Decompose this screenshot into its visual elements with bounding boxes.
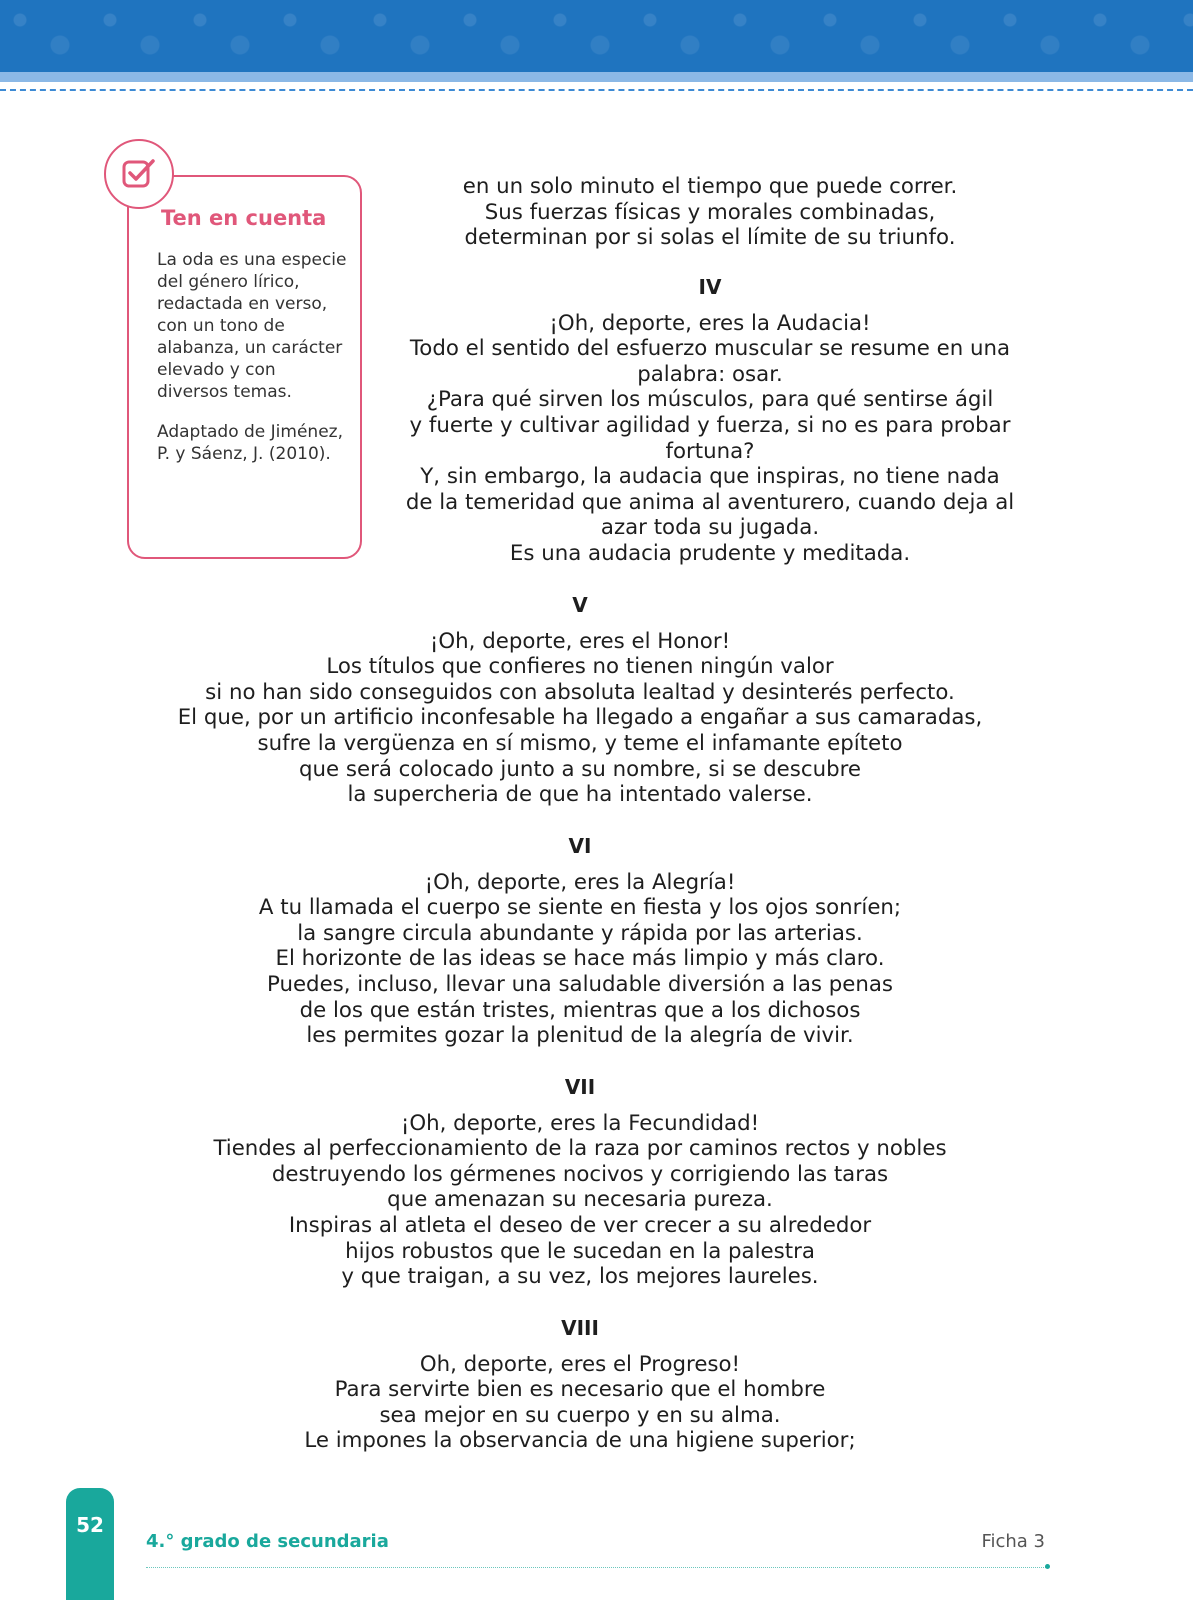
poem-line: ¡Oh, deporte, eres la Alegría!	[424, 869, 736, 895]
ficha-label: Ficha 3	[981, 1531, 1045, 1552]
poem-intro	[395, 174, 1025, 251]
poem-line: determinan por si solas el límite de su triunfo.	[464, 225, 956, 251]
poem-line: y fuerte y cultivar agilidad y fuerza, si no es para probar	[409, 412, 1011, 438]
poem-line: fortuna?	[665, 438, 755, 464]
poem-line: de la temeridad que anima al aventurero, cuando deja al	[405, 489, 1015, 515]
poem-line: sufre la vergüenza en sí mismo, y teme el infamante epíteto	[257, 730, 903, 756]
poem-line: ¿Para qué sirven los músculos, para qué sentirse ágil	[426, 387, 994, 413]
poem-line: Sus fuerzas físicas y morales combinadas,	[484, 199, 936, 225]
poem-line: destruyendo los gérmenes nocivos y corrigiendo las taras	[271, 1161, 889, 1187]
stanza-vii	[140, 1075, 1020, 1290]
stanza-iv	[395, 275, 1025, 567]
stanza-number: VI	[568, 834, 592, 858]
tip-source: Adaptado de Jiménez, P. y Sáenz, J. (2010).	[157, 422, 343, 464]
poem-line: la sangre circula abundante y rápida por las arterias.	[297, 920, 863, 946]
tip-icon-circle	[104, 139, 174, 209]
poem-line: ¡Oh, deporte, eres la Fecundidad!	[400, 1110, 760, 1136]
header-dashed-divider	[0, 89, 1193, 91]
poem-line: si no han sido conseguidos con absoluta lealtad y desinterés perfecto.	[205, 679, 955, 705]
poem-line: en un solo minuto el tiempo que puede correr.	[462, 174, 958, 199]
tip-definition: La oda es una especie del género lírico, redactada en verso, con un tono de alabanza, un carácter elevado y con diversos temas.	[157, 250, 347, 402]
footer-dot	[1045, 1564, 1050, 1569]
stanza-number: V	[572, 593, 588, 617]
poem-line: azar toda su jugada.	[600, 515, 820, 541]
stanza-v	[140, 593, 1020, 808]
page-number: 52	[76, 1513, 104, 1537]
stanza-number: IV	[698, 275, 722, 299]
poem-line: Inspiras al atleta el deseo de ver crecer a su alrededor	[288, 1212, 872, 1238]
poem-line: ¡Oh, deporte, eres el Honor!	[429, 628, 731, 654]
poem-line: A tu llamada el cuerpo se siente en fiesta y los ojos sonríen;	[258, 895, 902, 921]
header-banner-strip	[0, 72, 1193, 82]
grade-label: 4.° grado de secundaria	[146, 1531, 389, 1552]
poem-line: la supercheria de que ha intentado valerse.	[347, 782, 813, 808]
poem-line: ¡Oh, deporte, eres la Audacia!	[549, 310, 871, 336]
poem-line: Todo el sentido del esfuerzo muscular se resume en una	[409, 336, 1011, 362]
poem-line: Es una audacia prudente y meditada.	[509, 540, 911, 566]
poem-line: El horizonte de las ideas se hace más limpio y más claro.	[275, 946, 885, 972]
stanza-number: VIII	[561, 1316, 599, 1340]
poem-line: El que, por un artificio inconfesable ha llegado a engañar a sus camaradas,	[177, 705, 983, 731]
poem-line: Para servirte bien es necesario que el hombre	[334, 1377, 826, 1403]
checkbox-check-icon	[121, 156, 157, 192]
tip-body	[157, 249, 352, 483]
poem-line: Puedes, incluso, llevar una saludable diversión a las penas	[266, 971, 894, 997]
poem-line: les permites gozar la plenitud de la alegría de vivir.	[306, 1023, 854, 1049]
poem-line: Le impones la observancia de una higiene superior;	[304, 1428, 856, 1454]
stanza-vi	[140, 834, 1020, 1049]
poem-line: sea mejor en su cuerpo y en su alma.	[379, 1402, 781, 1428]
header-banner	[0, 0, 1193, 72]
tip-title: Ten en cuenta	[161, 206, 327, 230]
poem-line: y que traigan, a su vez, los mejores laureles.	[341, 1264, 819, 1290]
stanza-viii	[140, 1316, 1020, 1454]
poem-line: Oh, deporte, eres el Progreso!	[419, 1351, 741, 1377]
poem-line: Tiendes al perfeccionamiento de la raza por caminos rectos y nobles	[213, 1136, 947, 1162]
stanza-number: VII	[564, 1075, 596, 1099]
poem-line: Los títulos que confieres no tienen ningún valor	[326, 654, 834, 680]
poem-line: palabra: osar.	[637, 361, 783, 387]
footer-divider	[146, 1567, 1046, 1568]
poem-line: de los que están tristes, mientras que a los dichosos	[299, 997, 861, 1023]
page-number-tab	[66, 1488, 114, 1600]
poem-line: hijos robustos que le sucedan en la palestra	[345, 1238, 815, 1264]
poem-line: que será colocado junto a su nombre, si se descubre	[299, 756, 861, 782]
poem-line: Y, sin embargo, la audacia que inspiras, no tiene nada	[420, 464, 1000, 490]
poem-line: que amenazan su necesaria pureza.	[387, 1187, 773, 1213]
